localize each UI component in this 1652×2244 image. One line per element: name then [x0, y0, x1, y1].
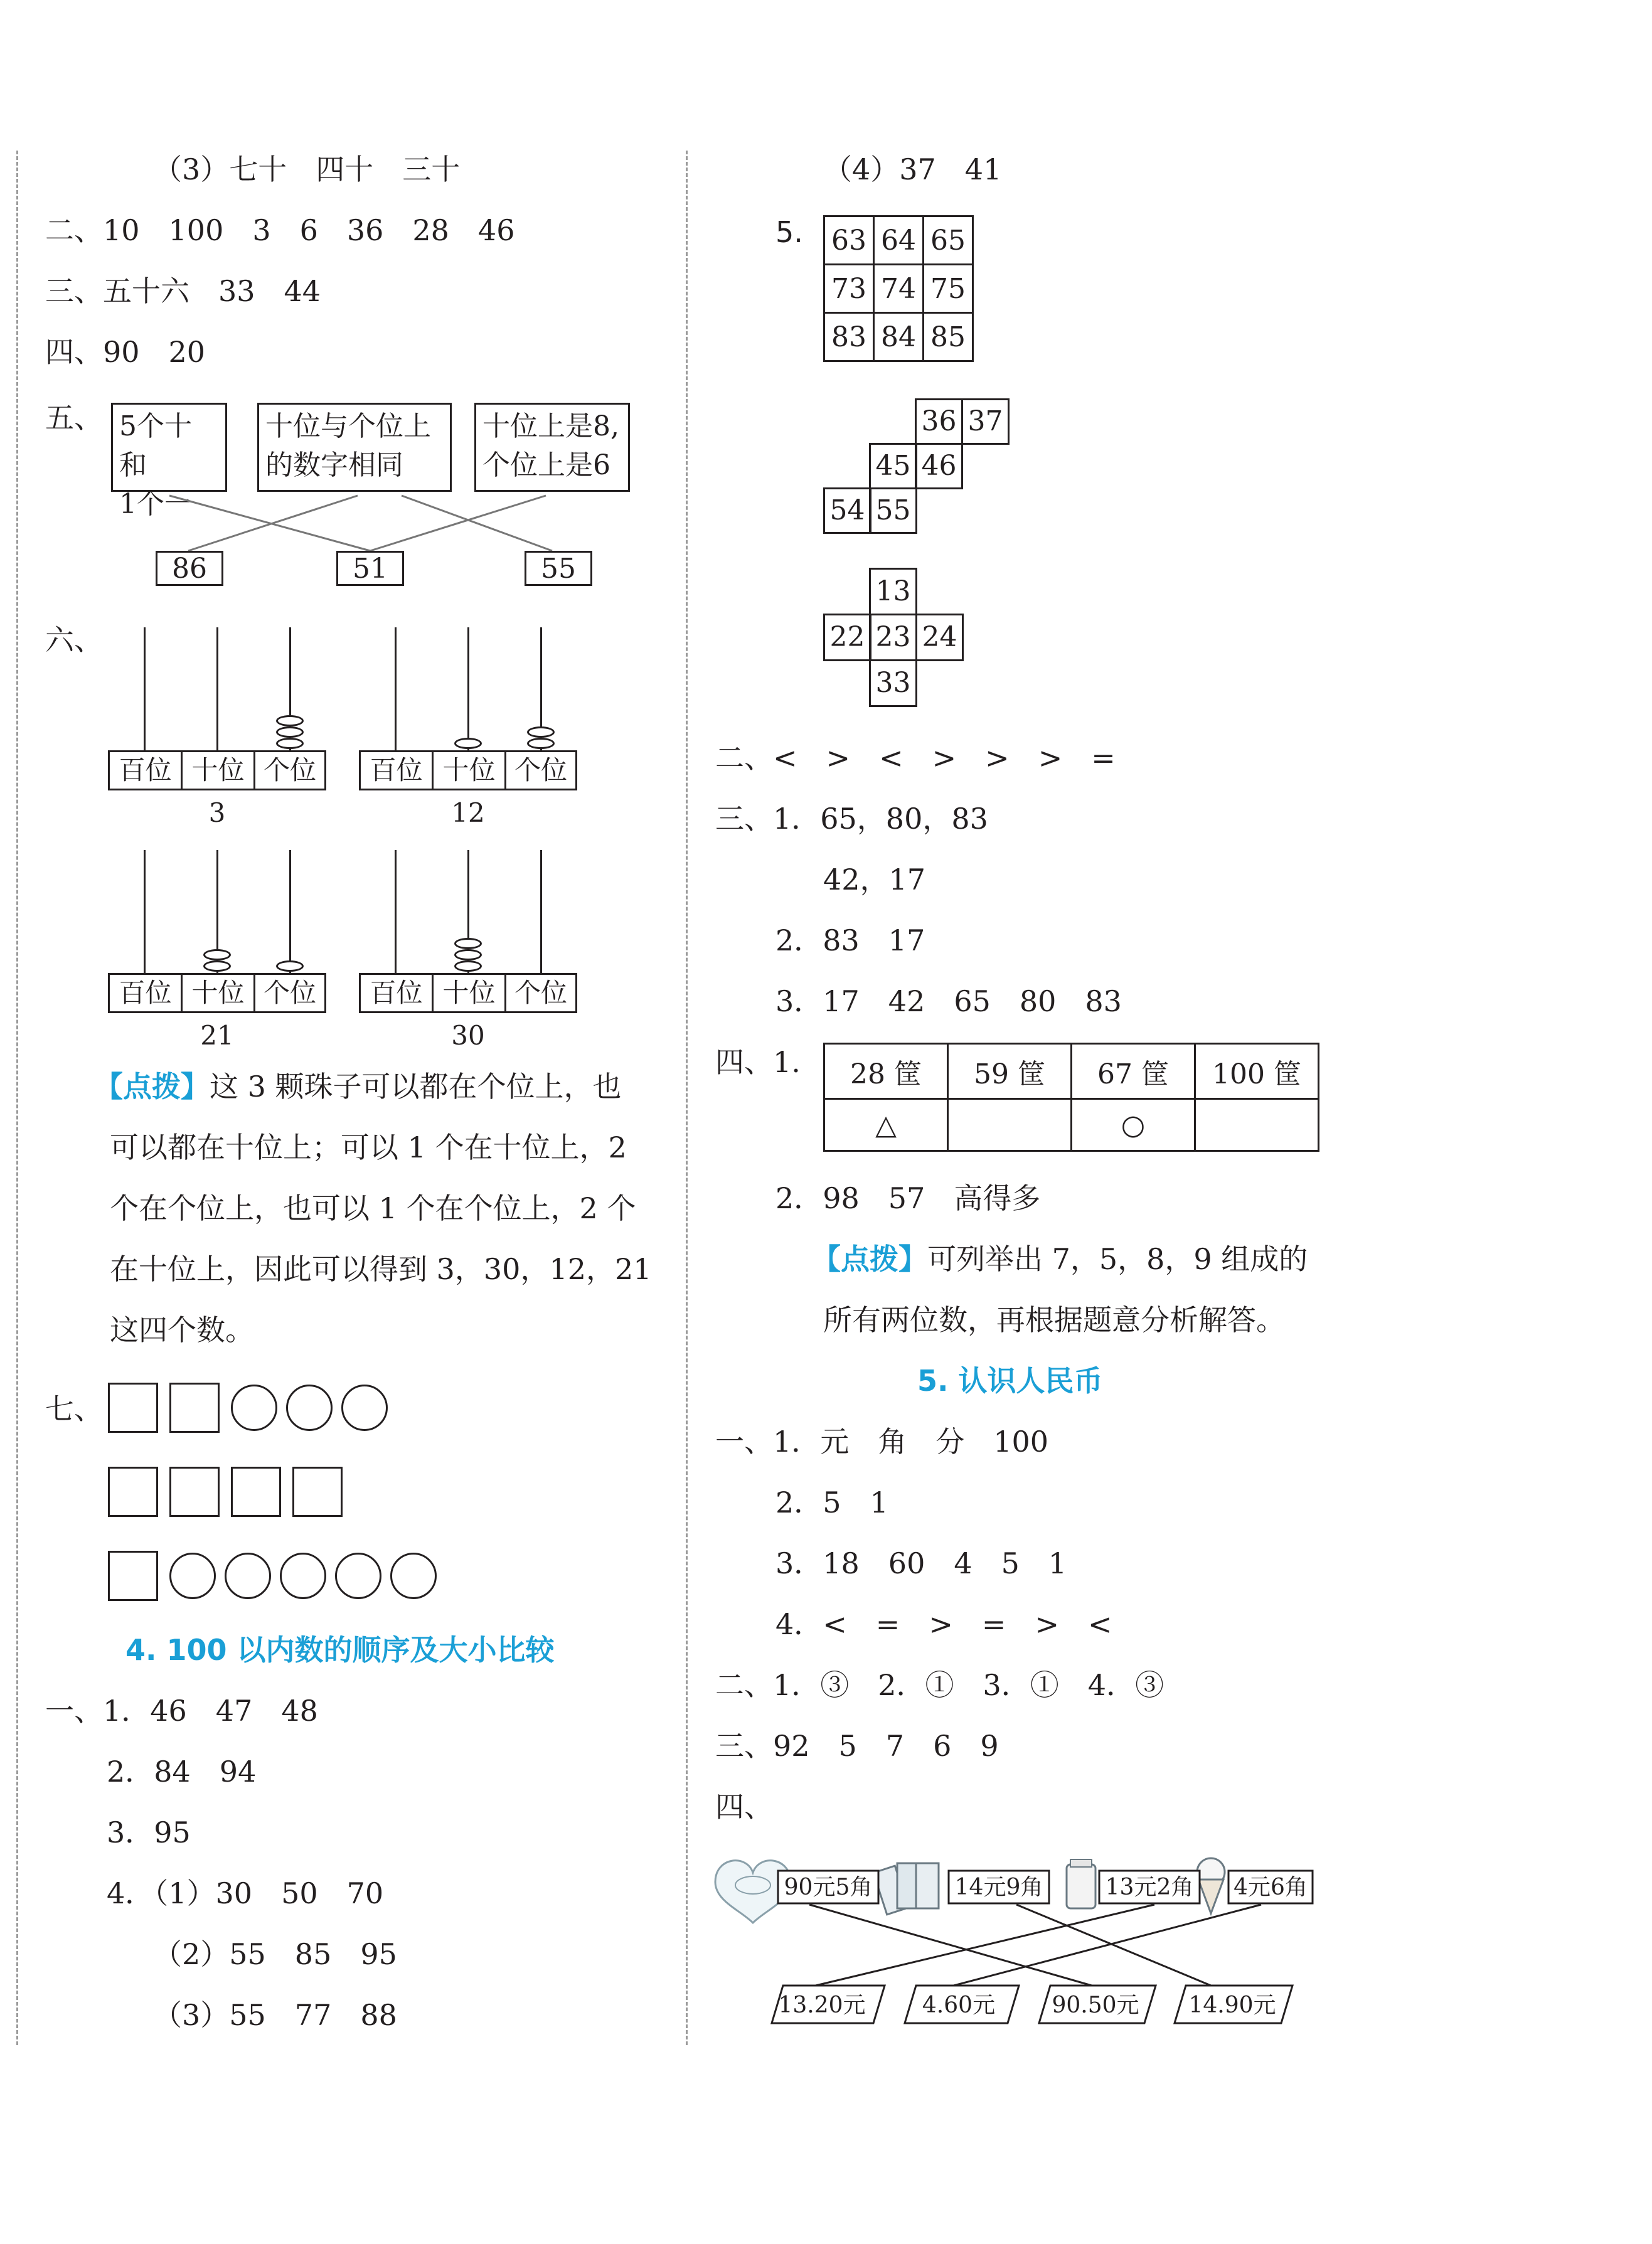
abacus-rod: [144, 627, 146, 750]
square-shape: [108, 1383, 158, 1433]
tip1-line-4: 在十位上，因此可以得到 3，30，12，21: [110, 1252, 652, 1286]
s4-line-2: 2．84 94: [107, 1755, 257, 1789]
basket-mark: [1195, 1099, 1319, 1151]
right-san-3: 3．17 42 65 80 83: [775, 984, 1122, 1018]
match-line-2: [188, 496, 358, 551]
grid1-row: [824, 216, 973, 265]
left-line-2: 二、10 100 3 6 36 28 46: [45, 213, 515, 247]
grid-cell: 84: [874, 313, 924, 361]
s4-line-6: （3）55 77 88: [153, 1998, 397, 2032]
match-line-4: [370, 496, 546, 551]
abacus-place-label: 十位: [432, 750, 506, 790]
grid-cell: 65: [924, 216, 973, 265]
abacus-place-label: 个位: [253, 973, 326, 1013]
abacus-place-label: 十位: [181, 973, 255, 1013]
tip1-tag: 【点拨】: [94, 1070, 210, 1103]
match-box-1-line-1: 5个十和: [119, 410, 192, 481]
abacus-bead: [203, 949, 231, 960]
price-illustrations: [715, 1844, 1343, 2033]
grid-cell: 24: [915, 614, 964, 661]
s5-line-6: 三、92 5 7 6 9: [715, 1729, 999, 1763]
books-item-icon: [873, 1863, 939, 1915]
match-lines: [0, 0, 690, 627]
abacus-bead: [276, 715, 304, 726]
basket-header: 100 筐: [1195, 1044, 1319, 1099]
right-si-2: 2．98 57 高得多: [775, 1181, 1041, 1215]
match-box-3-line-2: 个位上是6: [482, 449, 610, 481]
bottom-price: 90.50元: [1052, 1992, 1139, 2018]
basket-mark: [948, 1099, 1072, 1151]
match-num-55: 55: [525, 551, 592, 586]
abacus-rod: [395, 850, 397, 973]
abacus-place-label: 个位: [253, 750, 326, 790]
left-line-1: （3）七十 四十 三十: [153, 152, 461, 186]
s5-line-3: 3．18 60 4 5 1: [775, 1546, 1067, 1580]
abacus: [359, 627, 577, 847]
s5-line-1: 一、1．元 角 分 100: [715, 1425, 1049, 1459]
abacus-rod: [216, 627, 218, 750]
left-line-4: 四、90 20: [45, 335, 206, 369]
q5-label: 5.: [775, 215, 803, 249]
square-shape: [292, 1467, 343, 1517]
s5-line-4: 4．< = > = > <: [775, 1607, 1112, 1641]
grid-cell: 46: [915, 443, 963, 489]
abacus: [359, 850, 577, 1070]
top-price: 90元5角: [784, 1874, 873, 1900]
circle-shape: [169, 1553, 216, 1599]
basket-mark: ○: [1072, 1099, 1195, 1151]
top-price: 14元9角: [954, 1874, 1043, 1900]
match-line-3: [402, 496, 552, 551]
abacus-bead: [276, 960, 304, 972]
price-match-line: [809, 1905, 1092, 1986]
circle-shape: [231, 1385, 277, 1431]
abacus-bead: [454, 949, 482, 960]
bottom-price: 4.60元: [922, 1992, 996, 2018]
right-san-1: 三、1．65，80，83: [715, 802, 988, 836]
s5-line-2: 2．5 1: [775, 1486, 888, 1519]
basket-mark-row: [824, 1099, 1319, 1151]
grid-cell: 13: [869, 568, 917, 615]
abacus-rod: [467, 627, 469, 750]
abacus-place-label: 个位: [504, 973, 577, 1013]
top-price: 13元2角: [1105, 1874, 1194, 1900]
match-box-2-line-1: 十位与个位上: [265, 410, 431, 442]
price-match-line: [1016, 1905, 1211, 1986]
grid-cell: 85: [924, 313, 973, 361]
s4-line-3: 3．95: [107, 1816, 191, 1849]
abacus-place-label: 百位: [108, 973, 183, 1013]
abacus-place-label: 百位: [359, 973, 434, 1013]
s4-line-5: （2）55 85 95: [153, 1937, 397, 1971]
tip1-line-1: [94, 1068, 622, 1105]
abacus: [108, 850, 326, 1070]
abacus-place-label: 十位: [181, 750, 255, 790]
tip1-line-2: 可以都在十位上；可以 1 个在十位上，2: [110, 1130, 627, 1164]
grid-cell: 73: [824, 265, 874, 313]
right-er: 二、< > < > > > =: [715, 741, 1116, 775]
basket-header: 28 筐: [824, 1044, 948, 1099]
tip1-line-3: 个在个位上，也可以 1 个在个位上，2 个: [110, 1191, 636, 1225]
abacus-value: 12: [451, 797, 485, 828]
s4-line-4: 4．（1）30 50 70: [107, 1876, 384, 1910]
right-line-1: （4）37 41: [823, 152, 1002, 186]
grid-cell: 37: [961, 398, 1010, 445]
circle-shape: [225, 1553, 271, 1599]
circle-shape: [280, 1553, 326, 1599]
grid-cell: 64: [874, 216, 924, 265]
section-4-title: 4. 100 以内数的顺序及大小比较: [125, 1633, 555, 1667]
s5-line-7: 四、: [715, 1790, 773, 1824]
square-shape: [169, 1383, 220, 1433]
basket-header-row: [824, 1044, 1319, 1099]
qi-label: 七、: [45, 1392, 103, 1426]
match-num-51: 51: [336, 551, 404, 586]
basket-header: 67 筐: [1072, 1044, 1195, 1099]
grid-cell: 22: [823, 614, 871, 661]
abacus-value: 3: [208, 797, 226, 828]
abacus-bead: [527, 726, 555, 738]
basket-table: [823, 1043, 1319, 1152]
basket-header: 59 筐: [948, 1044, 1072, 1099]
circle-shape: [286, 1385, 333, 1431]
icecream-item-icon: [1197, 1858, 1225, 1913]
abacus-bead: [527, 738, 555, 749]
grid-cell: 63: [824, 216, 874, 265]
abacus-place-label: 十位: [432, 973, 506, 1013]
square-shape: [108, 1551, 158, 1601]
abacus-bead: [203, 960, 231, 972]
liu-label: 六、: [45, 623, 103, 657]
tip2-line-2: 所有两位数，再根据题意分析解答。: [823, 1303, 1285, 1337]
price-match-line: [816, 1905, 1154, 1986]
tip2-line-1: [812, 1240, 1308, 1278]
abacus-value: 30: [451, 1020, 485, 1051]
grid-cell: 45: [869, 443, 917, 489]
top-price: 4元6角: [1234, 1874, 1308, 1900]
circle-shape: [390, 1553, 437, 1599]
abacus-rod: [540, 850, 542, 973]
abacus-rod: [289, 850, 291, 973]
abacus: [108, 627, 326, 847]
bottom-price: 14.90元: [1188, 1992, 1276, 2018]
match-num-86: 86: [156, 551, 223, 586]
section-5-title: 5. 认识人民币: [917, 1364, 1103, 1398]
grid-cell: 75: [924, 265, 973, 313]
square-shape: [108, 1467, 158, 1517]
abacus-bead: [454, 738, 482, 749]
abacus-place-label: 百位: [359, 750, 434, 790]
number-grid-1: [823, 215, 974, 362]
abacus-bead: [454, 938, 482, 949]
abacus-place-label: 个位: [504, 750, 577, 790]
bottom-price: 13.20元: [778, 1992, 866, 2018]
match-line-1: [169, 496, 370, 551]
grid-cell: 36: [915, 398, 963, 445]
circle-shape: [341, 1385, 388, 1431]
match-box-1-line-2: 1个一: [119, 488, 192, 520]
grid-cell: 23: [869, 614, 917, 661]
tip2-text-1: 可列举出 7，5，8，9 组成的: [927, 1242, 1308, 1276]
abacus-bead: [276, 738, 304, 749]
square-shape: [169, 1467, 220, 1517]
basket-mark: △: [824, 1099, 948, 1151]
left-line-3: 三、五十六 33 44: [45, 274, 321, 308]
abacus-bead: [454, 960, 482, 972]
jar-item-icon: [1067, 1859, 1095, 1908]
grid-cell: 54: [823, 487, 871, 534]
grid-cell: 83: [824, 313, 874, 361]
abacus-bead: [276, 726, 304, 738]
abacus-rod: [395, 627, 397, 750]
match-box-3-line-1: 十位上是8,: [482, 410, 619, 442]
tip1-line-5: 这四个数。: [110, 1313, 254, 1347]
match-box-2-line-2: 的数字相同: [265, 449, 403, 481]
grid-cell: 74: [874, 265, 924, 313]
right-san-2: 2．83 17: [775, 923, 925, 957]
grid-cell: 55: [869, 487, 917, 534]
wu-label: 五、: [45, 401, 103, 435]
abacus-value: 21: [200, 1020, 234, 1051]
s5-line-5: 二、1．③ 2．① 3．① 4．③: [715, 1668, 1164, 1702]
abacus-rod: [144, 850, 146, 973]
grid-cell: 33: [869, 659, 917, 707]
grid1-row: [824, 265, 973, 313]
tip2-tag: 【点拨】: [812, 1242, 927, 1276]
s4-line-1: 一、1．46 47 48: [45, 1694, 318, 1728]
tip1-text-1: 这 3 颗珠子可以都在个位上，也: [210, 1070, 622, 1103]
square-shape: [231, 1467, 281, 1517]
si-label: 四、1.: [715, 1045, 801, 1079]
circle-shape: [335, 1553, 381, 1599]
right-san-1b: 42，17: [823, 863, 926, 896]
abacus-place-label: 百位: [108, 750, 183, 790]
grid1-row: [824, 313, 973, 361]
